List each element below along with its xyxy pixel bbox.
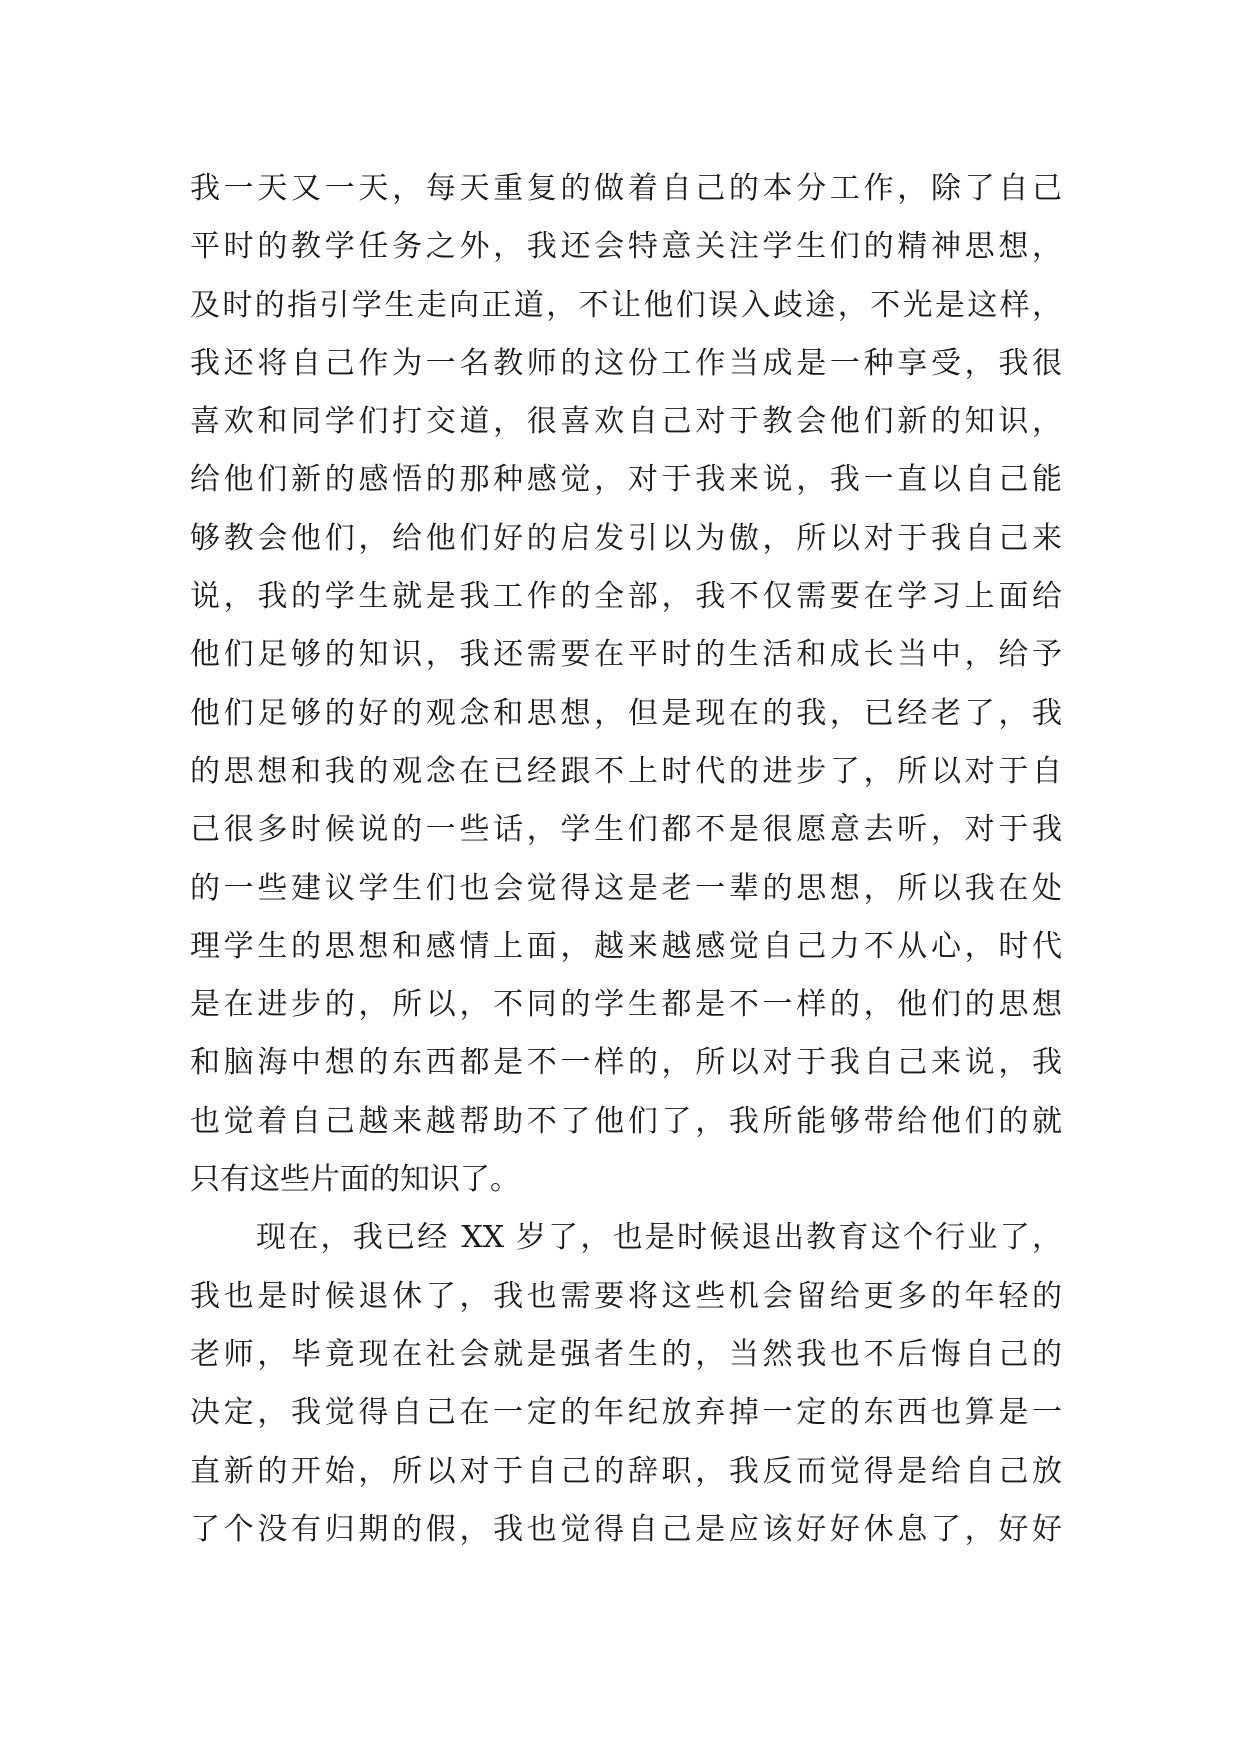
text-line: 给他们新的感悟的那种感觉，对于我来说，我一直以自己能 bbox=[190, 462, 1062, 498]
text-line: 是在进步的，所以，不同的学生都是不一样的，他们的思想 bbox=[190, 987, 1062, 1023]
text-line: 直新的开始，所以对于自己的辞职，我反而觉得是给自己放 bbox=[190, 1453, 1062, 1489]
text-line: 够教会他们，给他们好的启发引以为傲，所以对于我自己来 bbox=[190, 520, 1062, 556]
text-line: 决定，我觉得自己在一定的年纪放弃掉一定的东西也算是一 bbox=[190, 1395, 1062, 1431]
text-line: 我也是时候退休了，我也需要将这些机会留给更多的年轻的 bbox=[190, 1278, 1062, 1314]
text-line: 现在，我已经 XX 岁了，也是时候退出教育这个行业了， bbox=[256, 1220, 1062, 1256]
text-line: 他们足够的好的观念和思想，但是现在的我，已经老了，我 bbox=[190, 695, 1062, 731]
text-line: 了个没有归期的假，我也觉得自己是应该好好休息了，好好 bbox=[190, 1511, 1062, 1547]
text-line: 只有这些片面的知识了。 bbox=[190, 1162, 520, 1198]
text-line: 及时的指引学生走向正道，不让他们误入歧途，不光是这样， bbox=[190, 287, 1062, 323]
text-line: 我一天又一天，每天重复的做着自己的本分工作，除了自己 bbox=[190, 171, 1062, 206]
text-line: 己很多时候说的一些话，学生们都不是很愿意去听，对于我 bbox=[190, 812, 1062, 848]
text-line: 也觉着自己越来越帮助不了他们了，我所能够带给他们的就 bbox=[190, 1103, 1062, 1139]
text-line: 老师，毕竟现在社会就是强者生的，当然我也不后悔自己的 bbox=[190, 1336, 1062, 1372]
text-line: 理学生的思想和感情上面，越来越感觉自己力不从心，时代 bbox=[190, 928, 1062, 964]
text-line: 我还将自己作为一名教师的这份工作当成是一种享受，我很 bbox=[190, 345, 1062, 381]
text-line: 喜欢和同学们打交道，很喜欢自己对于教会他们新的知识， bbox=[190, 404, 1062, 440]
text-line: 的一些建议学生们也会觉得这是老一辈的思想，所以我在处 bbox=[190, 870, 1062, 906]
text-line: 他们足够的知识，我还需要在平时的生活和成长当中，给予 bbox=[190, 637, 1062, 673]
text-line: 平时的教学任务之外，我还会特意关注学生们的精神思想， bbox=[190, 229, 1062, 265]
body-text bbox=[190, 160, 1062, 1559]
text-line: 的思想和我的观念在已经跟不上时代的进步了，所以对于自 bbox=[190, 753, 1062, 789]
text-line: 和脑海中想的东西都是不一样的，所以对于我自己来说，我 bbox=[190, 1045, 1062, 1081]
text-line: 说，我的学生就是我工作的全部，我不仅需要在学习上面给 bbox=[190, 579, 1062, 615]
